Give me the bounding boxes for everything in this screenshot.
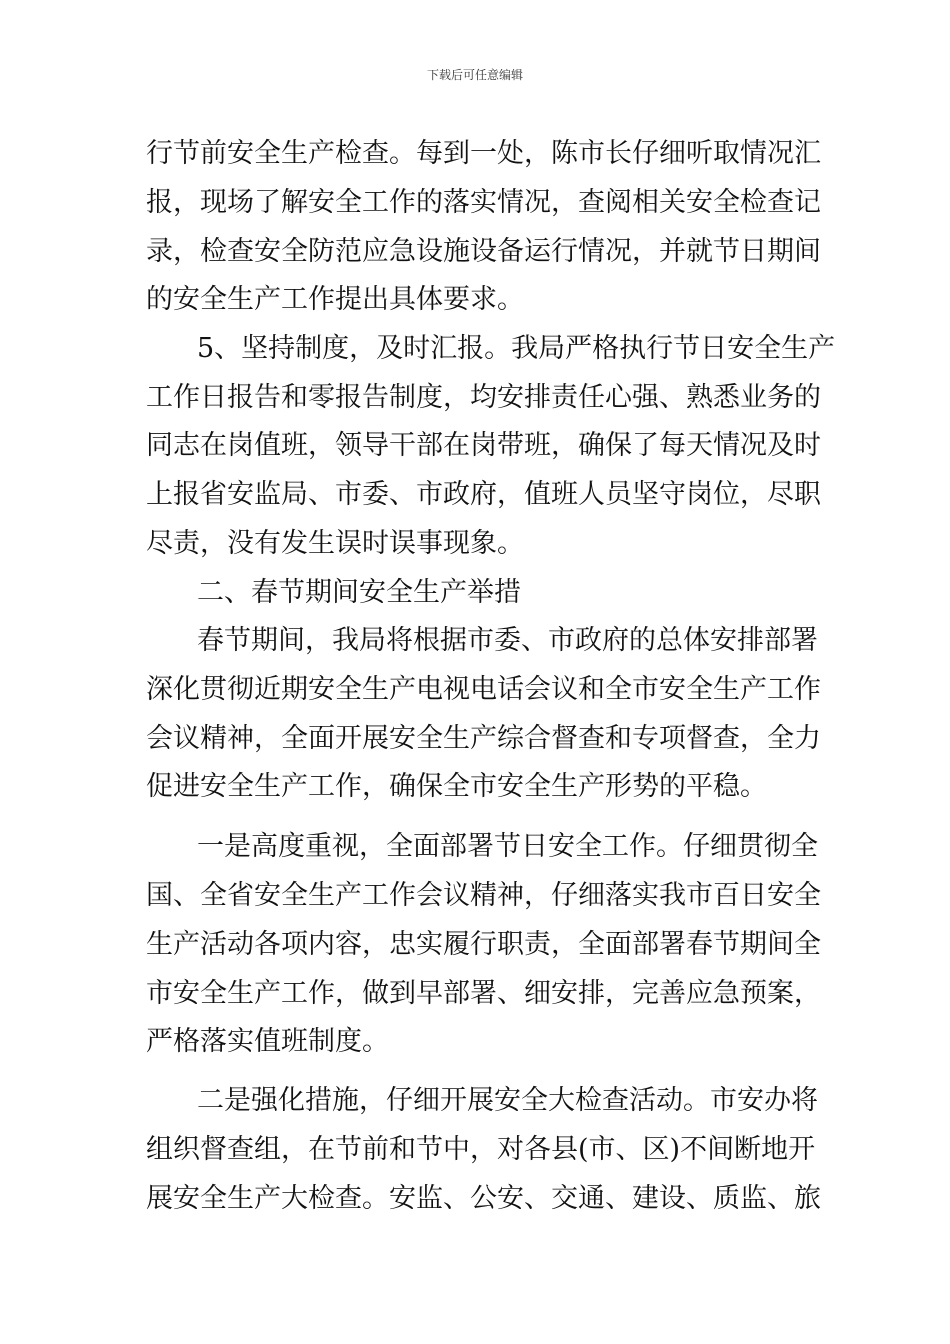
text-line: 会议精神，全面开展安全生产综合督查和专项督查，全力: [146, 723, 821, 754]
text-line: 同志在岗值班，领导干部在岗带班，确保了每天情况及时: [146, 430, 821, 461]
text-line: 5、坚持制度，及时汇报。我局严格执行节日安全生产: [197, 333, 836, 364]
page-header: 下载后可任意编辑: [426, 68, 523, 82]
text-line: 工作日报告和零报告制度，均安排责任心强、熟悉业务的: [146, 382, 821, 413]
text-line: 报，现场了解安全工作的落实情况，查阅相关安全检查记: [146, 187, 821, 218]
text-line: 的安全生产工作提出具体要求。: [146, 284, 524, 315]
text-line: 组织督查组，在节前和节中，对各县(市、区)不间断地开: [146, 1134, 816, 1165]
text-line: 行节前安全生产检查。每到一处，陈市长仔细听取情况汇: [146, 138, 821, 169]
text-line: 国、全省安全生产工作会议精神，仔细落实我市百日安全: [146, 880, 821, 911]
text-line: 上报省安监局、市委、市政府，值班人员坚守岗位，尽职: [146, 479, 821, 510]
text-line: 严格落实值班制度。: [146, 1026, 389, 1057]
text-line: 录，检查安全防范应急设施设备运行情况，并就节日期间: [146, 236, 821, 267]
text-line: 促进安全生产工作，确保全市安全生产形势的平稳。: [146, 771, 767, 802]
text-line: 一是高度重视，全面部署节日安全工作。仔细贯彻全: [197, 831, 818, 862]
text-line: 深化贯彻近期安全生产电视电话会议和全市安全生产工作: [146, 674, 821, 705]
text-line: 二是强化措施，仔细开展安全大检查活动。市安办将: [197, 1085, 818, 1116]
text-line: 市安全生产工作，做到早部署、细安排，完善应急预案，: [146, 978, 821, 1009]
text-line: 展安全生产大检查。安监、公安、交通、建设、质监、旅: [146, 1183, 821, 1214]
text-line: 春节期间，我局将根据市委、市政府的总体安排部署: [197, 625, 818, 656]
section-heading: 二、春节期间安全生产举措: [197, 577, 521, 608]
text-line: 尽责，没有发生误时误事现象。: [146, 528, 524, 559]
text-line: 生产活动各项内容，忠实履行职责，全面部署春节期间全: [146, 929, 821, 960]
